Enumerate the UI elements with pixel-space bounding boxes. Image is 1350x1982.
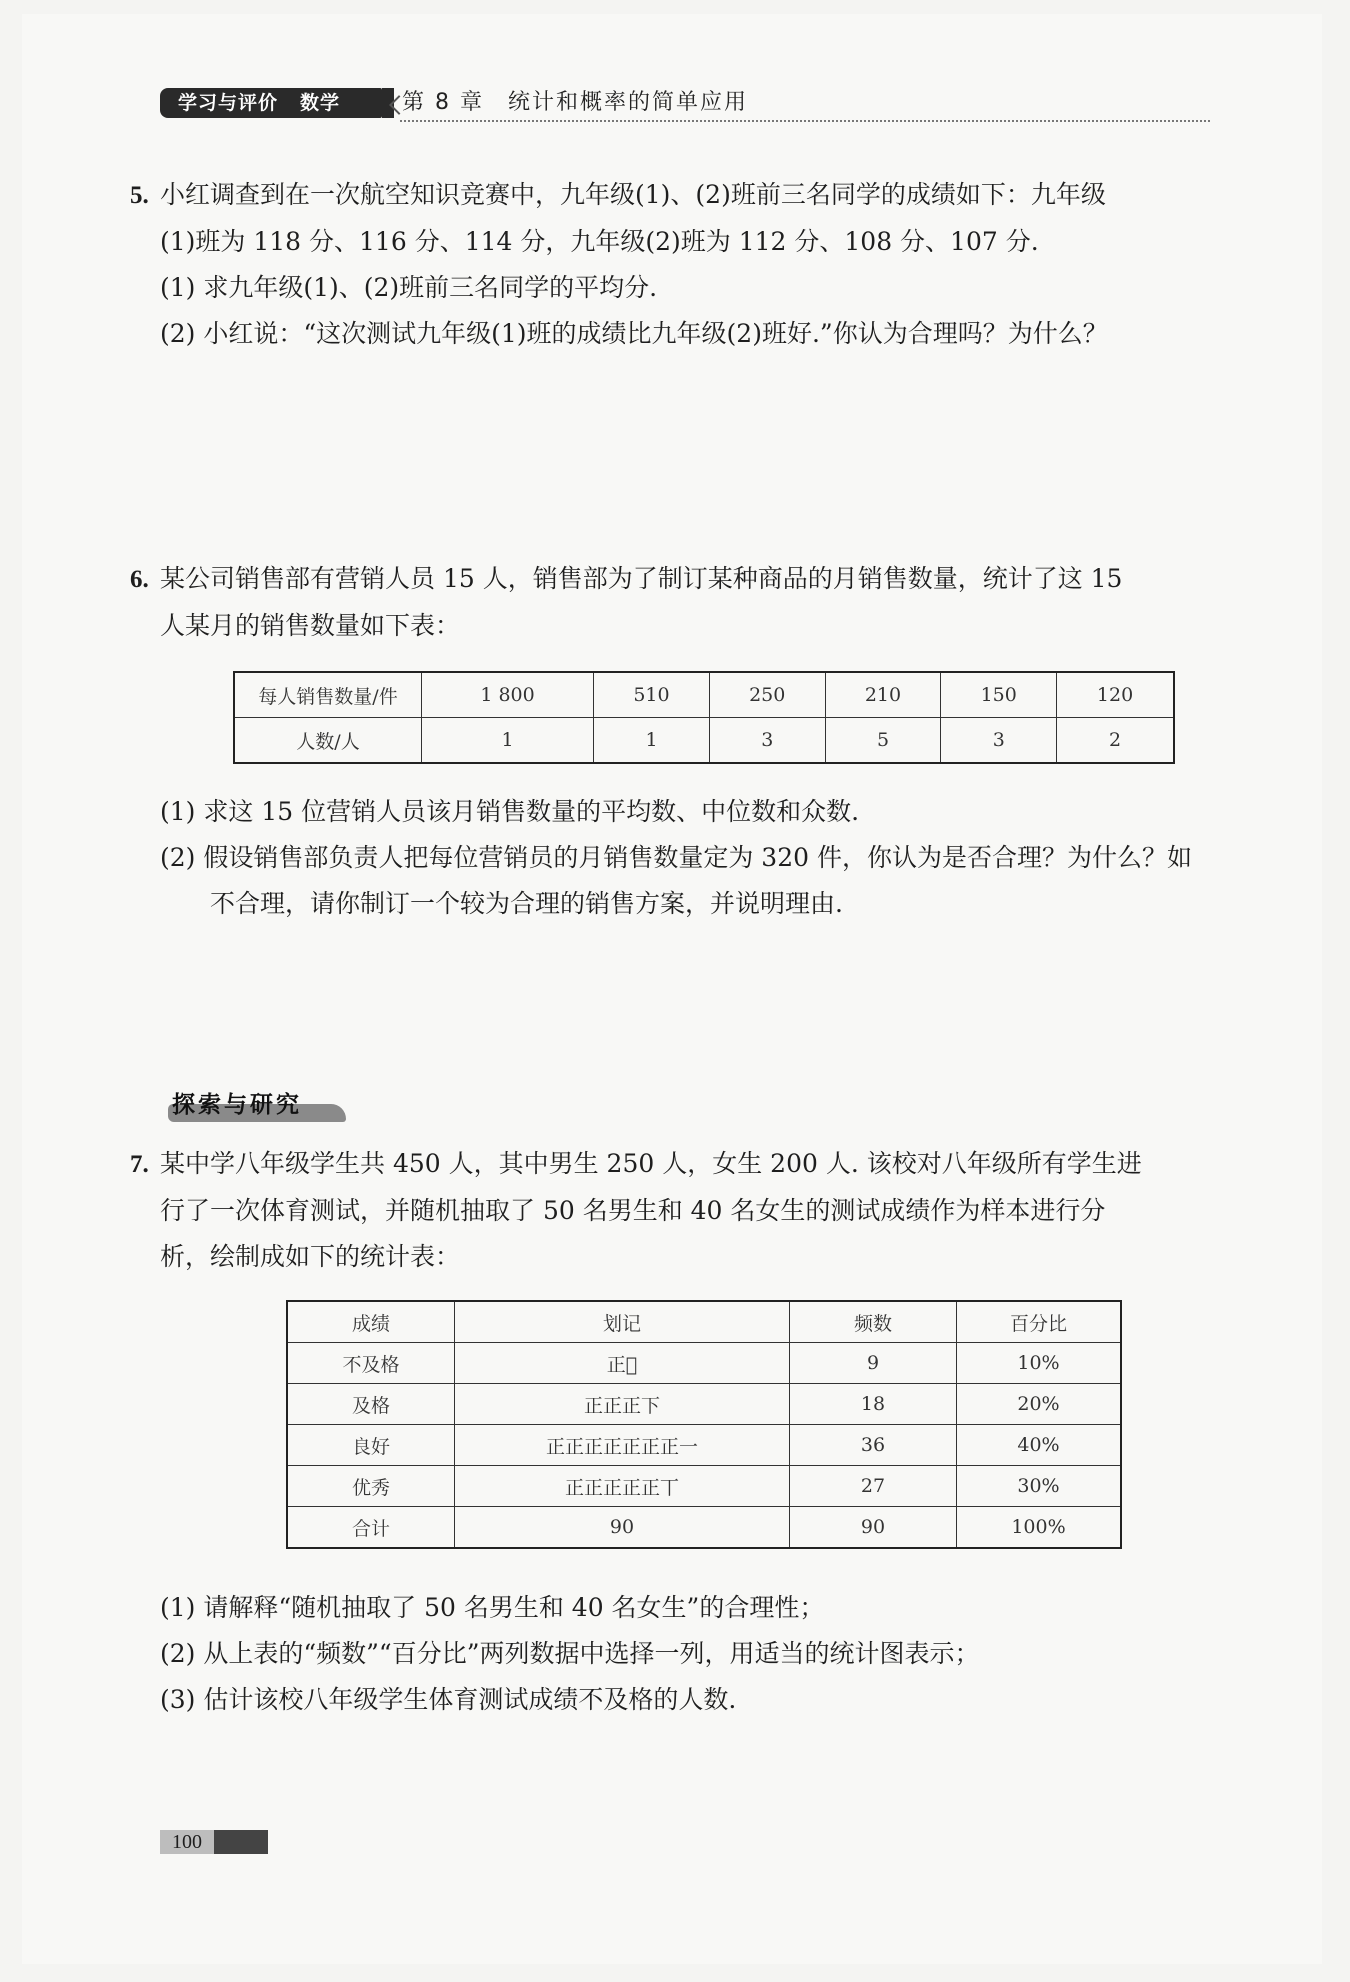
- section-label: 探索与研究: [168, 1090, 346, 1120]
- table-cell: 120: [1057, 672, 1174, 718]
- table-cell: 优秀: [287, 1466, 455, 1507]
- table-cell: 250: [709, 672, 825, 718]
- table-cell: 正正正正正正正一: [455, 1425, 790, 1466]
- table-cell: 合计: [287, 1507, 455, 1549]
- table-row: [234, 718, 1174, 764]
- table-cell: 正正正下: [455, 1384, 790, 1425]
- question-text-line: 小红调查到在一次航空知识竞赛中，九年级(1)、(2)班前三名同学的成绩如下：九年级: [160, 180, 1106, 209]
- table-cell: 9: [790, 1343, 957, 1384]
- table-cell: 10%: [957, 1343, 1122, 1384]
- question-6: [130, 556, 1215, 649]
- question-5: [130, 172, 1215, 357]
- question-text-line: 某中学八年级学生共 450 人，其中男生 250 人，女生 200 人. 该校对八年级所有学生进: [160, 1149, 1142, 1178]
- header-badge-main: 学习与评价: [178, 92, 279, 114]
- row-header: 每人销售数量/件: [234, 672, 422, 718]
- chapter-title: 第 8 章 统计和概率的简单应用: [402, 90, 748, 115]
- table-cell: 3: [941, 718, 1057, 764]
- table-cell: 良好: [287, 1425, 455, 1466]
- scores-table: [286, 1300, 1122, 1549]
- table-cell: 210: [825, 672, 941, 718]
- table-cell: 150: [941, 672, 1057, 718]
- table-cell: 18: [790, 1384, 957, 1425]
- question-number: 6.: [130, 566, 149, 593]
- question-text-line: 人某月的销售数量如下表：: [160, 611, 461, 640]
- page-number-label: 100: [160, 1830, 214, 1854]
- question-6-subquestions: [160, 789, 1215, 927]
- table-cell: 510: [594, 672, 710, 718]
- table-row: [287, 1425, 1121, 1466]
- column-header: 成绩: [287, 1301, 455, 1343]
- header-divider: [400, 120, 1210, 122]
- column-header: 频数: [790, 1301, 957, 1343]
- question-7: [130, 1141, 1215, 1280]
- page-number-bar: [214, 1830, 268, 1854]
- header-badge-sub: 数学: [300, 92, 341, 114]
- table-cell: 40%: [957, 1425, 1122, 1466]
- page-number: [160, 1830, 268, 1854]
- question-number: 5.: [130, 182, 149, 209]
- row-header: 人数/人: [234, 718, 422, 764]
- table-row: [287, 1343, 1121, 1384]
- sub-question-3: (3) 估计该校八年级学生体育测试成绩不及格的人数.: [160, 1685, 737, 1714]
- table-cell: 30%: [957, 1466, 1122, 1507]
- question-number: 7.: [130, 1151, 149, 1178]
- table-cell: 1: [422, 718, 594, 764]
- table-row: [287, 1466, 1121, 1507]
- sub-question-1: (1) 请解释“随机抽取了 50 名男生和 40 名女生”的合理性；: [160, 1593, 825, 1622]
- question-text-line: 某公司销售部有营销人员 15 人，销售部为了制订某种商品的月销售数量，统计了这 15: [160, 564, 1123, 593]
- sales-table: [233, 671, 1175, 764]
- sub-question-2: (2) 小红说：“这次测试九年级(1)班的成绩比九年级(2)班好.”你认为合理吗？为什么？: [160, 319, 1108, 348]
- table-cell: 90: [790, 1507, 957, 1549]
- question-7-subquestions: [160, 1585, 1215, 1723]
- table-cell: 3: [709, 718, 825, 764]
- table-cell: 不及格: [287, 1343, 455, 1384]
- table-cell: 90: [455, 1507, 790, 1549]
- header-badge: [160, 88, 382, 118]
- sub-question-1: (1) 求九年级(1)、(2)班前三名同学的平均分.: [160, 273, 658, 302]
- table-cell: 5: [825, 718, 941, 764]
- table-row: [287, 1384, 1121, 1425]
- sub-question-2: (2) 假设销售部负责人把每位营销员的月销售数量定为 320 件，你认为是否合理？为什么？如不合理，请你制订一个较为合理的销售方案，并说明理由.: [160, 843, 1192, 918]
- column-header: 百分比: [957, 1301, 1122, 1343]
- question-text-line: (1)班为 118 分、116 分、114 分，九年级(2)班为 112 分、108 分、107 分.: [160, 227, 1039, 256]
- column-header: 划记: [455, 1301, 790, 1343]
- table-row: [287, 1507, 1121, 1549]
- question-text-line: 析，绘制成如下的统计表：: [160, 1242, 461, 1271]
- table-cell: 100%: [957, 1507, 1122, 1549]
- table-cell: 及格: [287, 1384, 455, 1425]
- table-row: [234, 672, 1174, 718]
- table-cell: 36: [790, 1425, 957, 1466]
- sub-question-2: (2) 从上表的“频数”“百分比”两列数据中选择一列，用适当的统计图表示；: [160, 1639, 980, 1668]
- sub-question-1: (1) 求这 15 位营销人员该月销售数量的平均数、中位数和众数.: [160, 797, 860, 826]
- table-cell: 27: [790, 1466, 957, 1507]
- page-header: [160, 88, 1210, 122]
- question-text-line: 行了一次体育测试，并随机抽取了 50 名男生和 40 名女生的测试成绩作为样本进行分: [160, 1196, 1106, 1225]
- table-cell: 正正正正正丅: [455, 1466, 790, 1507]
- table-cell: 2: [1057, 718, 1174, 764]
- table-cell: 1 800: [422, 672, 594, 718]
- table-cell: 1: [594, 718, 710, 764]
- table-cell: 20%: [957, 1384, 1122, 1425]
- table-cell: 正𠀆: [455, 1343, 790, 1384]
- table-header-row: [287, 1301, 1121, 1343]
